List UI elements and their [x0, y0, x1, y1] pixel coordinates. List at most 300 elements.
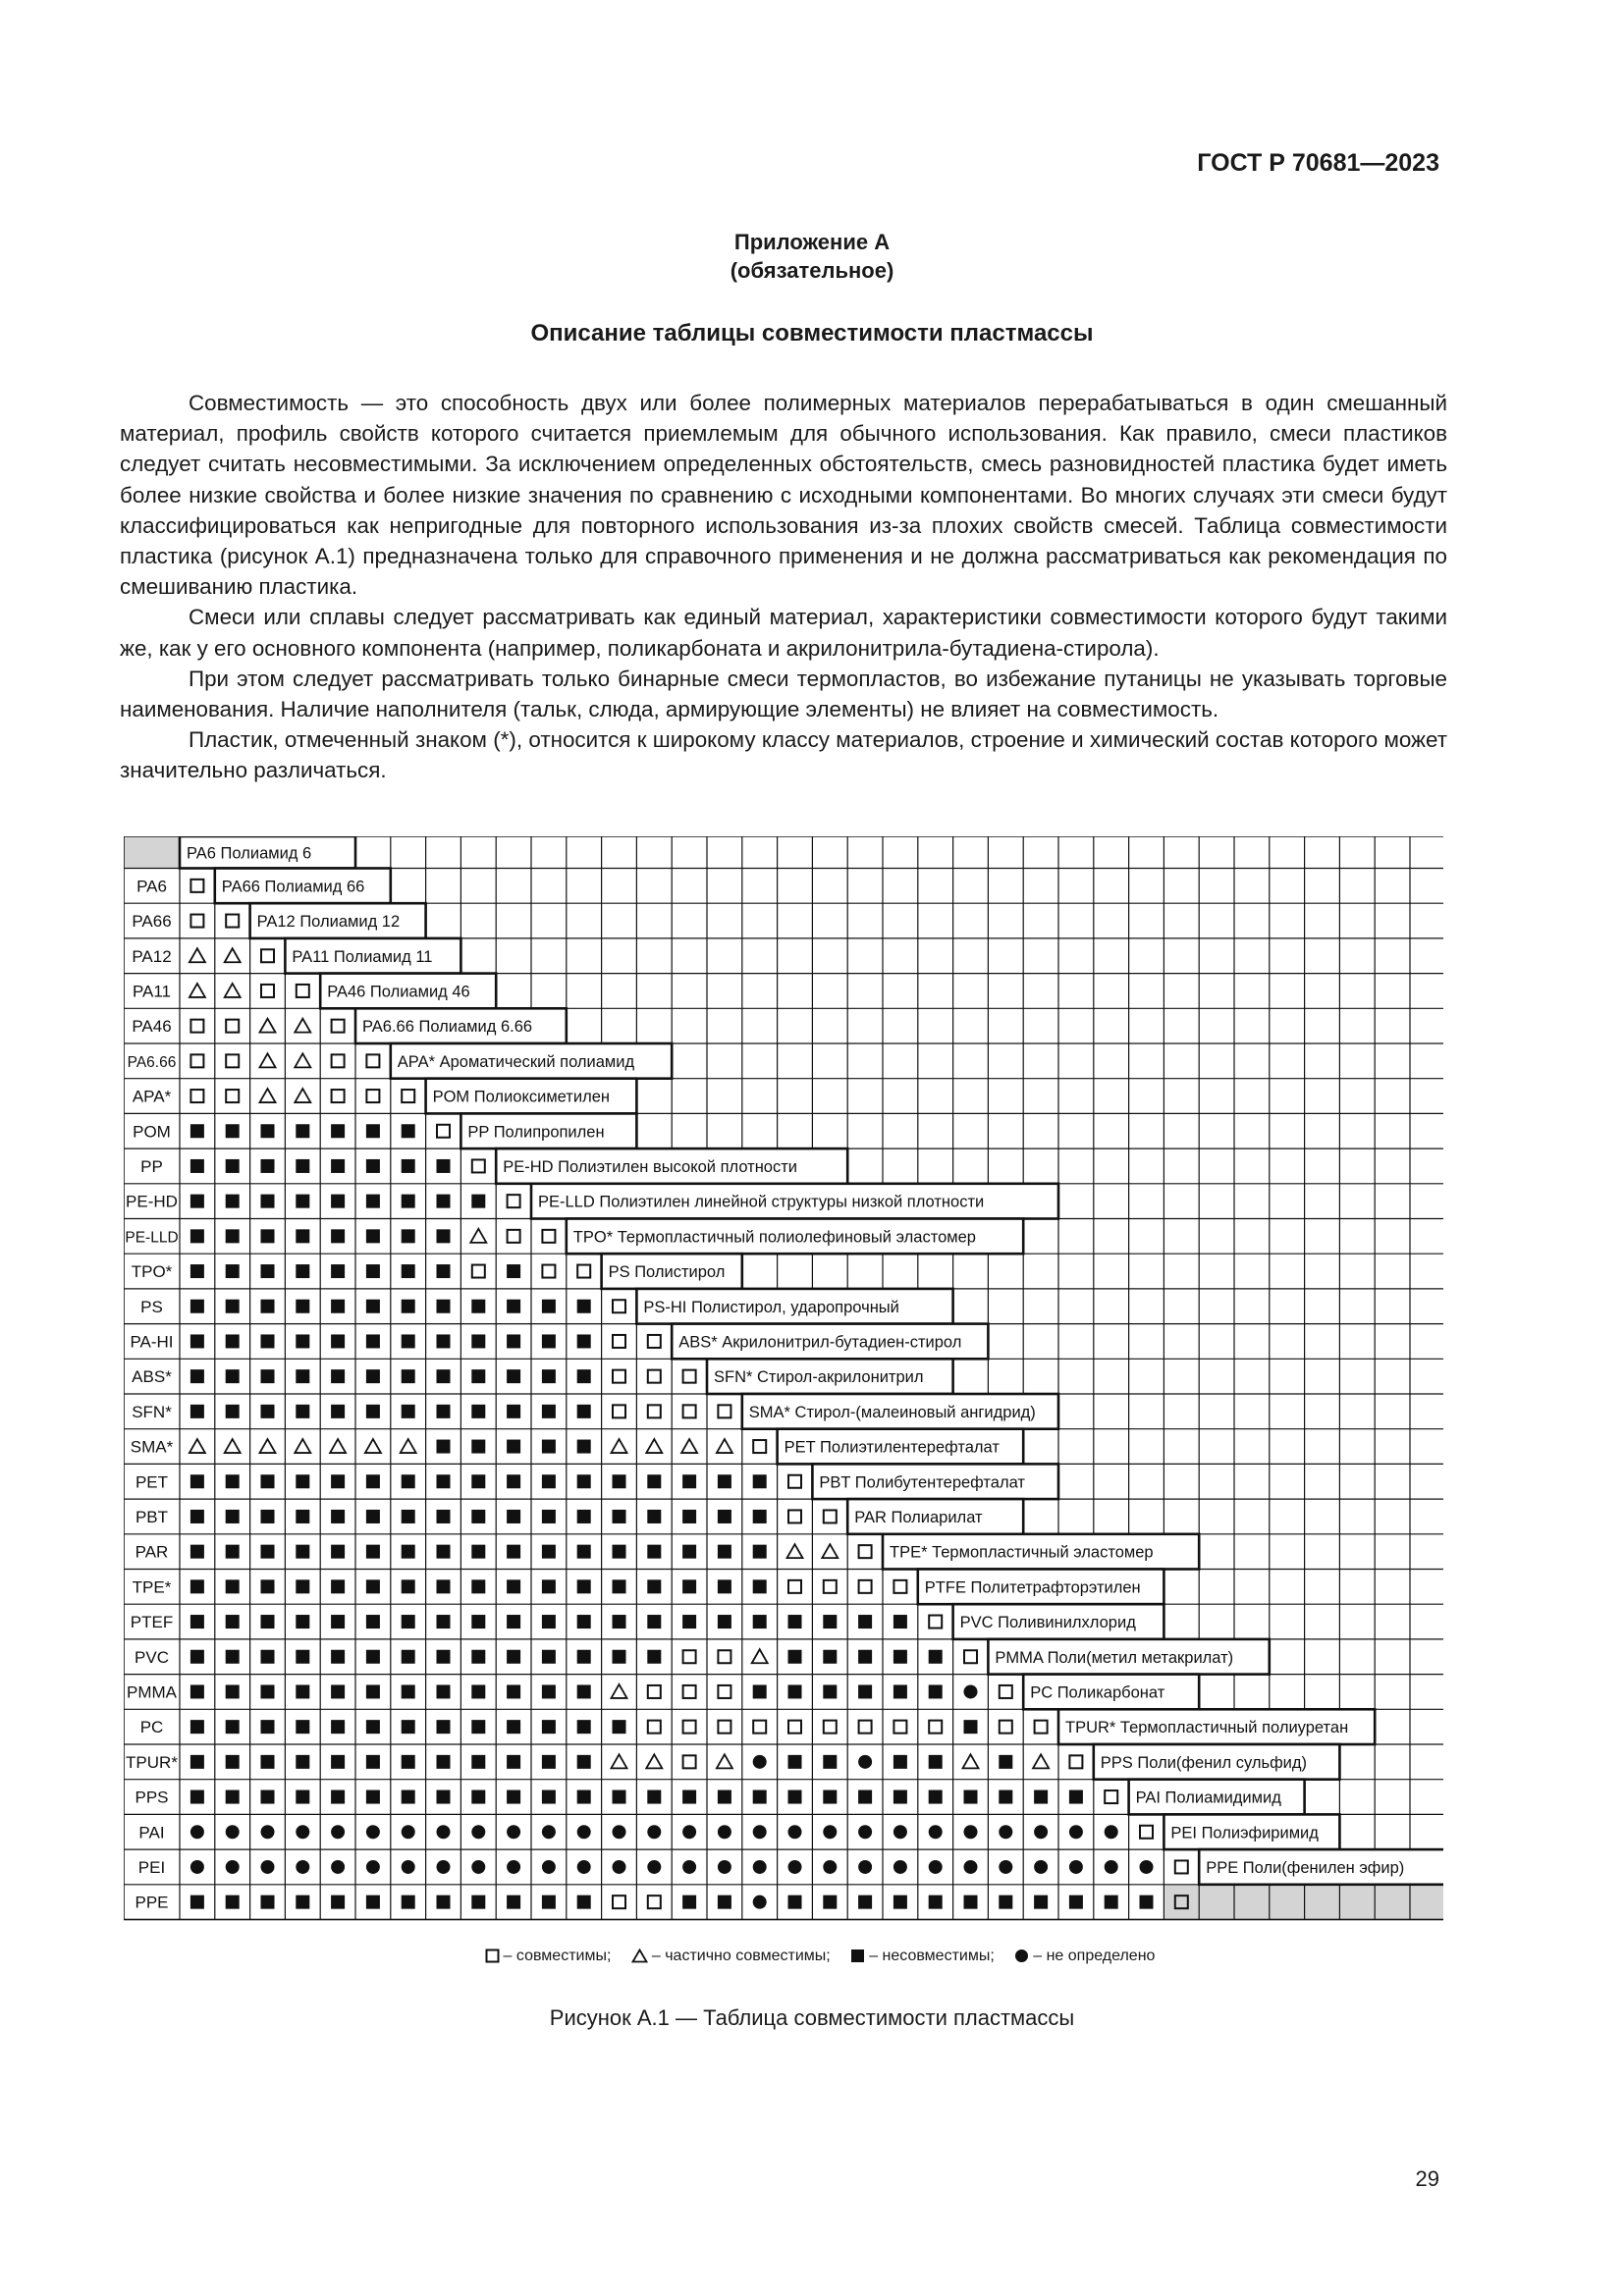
incompatible-symbol	[577, 1579, 591, 1593]
compatible-symbol	[929, 1616, 942, 1629]
row-label: PA46	[132, 1017, 172, 1037]
incompatible-symbol	[788, 1684, 802, 1698]
partial-symbol	[646, 1754, 662, 1768]
incompatible-symbol	[331, 1545, 345, 1559]
incompatible-symbol	[823, 1790, 837, 1804]
incompatible-symbol	[823, 1650, 837, 1664]
incompatible-symbol	[331, 1896, 345, 1909]
incompatible-symbol	[893, 1790, 907, 1804]
incompatible-symbol	[471, 1300, 485, 1313]
incompatible-symbol	[471, 1615, 485, 1629]
partial-symbol	[612, 1684, 627, 1698]
incompatible-symbol	[577, 1545, 591, 1559]
compatible-symbol	[859, 1545, 872, 1558]
incompatible-symbol	[507, 1720, 520, 1734]
compatible-symbol	[859, 1721, 872, 1734]
compatible-symbol	[683, 1685, 696, 1698]
incompatible-symbol	[858, 1896, 872, 1909]
incompatible-symbol	[893, 1684, 907, 1698]
row-label: PPS	[135, 1788, 169, 1807]
undefined-symbol	[190, 1825, 204, 1839]
incompatible-symbol	[296, 1334, 309, 1348]
body-text	[120, 388, 1447, 786]
incompatible-symbol	[471, 1405, 485, 1418]
compatible-symbol	[753, 1440, 766, 1453]
incompatible-symbol	[437, 1896, 451, 1909]
incompatible-symbol	[366, 1650, 380, 1664]
undefined-symbol	[753, 1860, 767, 1874]
compatible-symbol	[577, 1265, 590, 1278]
undefined-symbol	[1069, 1825, 1083, 1839]
incompatible-symbol	[190, 1264, 204, 1278]
undefined-symbol	[577, 1860, 591, 1874]
incompatible-symbol	[402, 1195, 415, 1208]
partial-symbol	[1033, 1754, 1049, 1768]
incompatible-symbol	[402, 1755, 415, 1769]
row-label: PPE	[135, 1893, 169, 1912]
incompatible-symbol	[226, 1474, 240, 1488]
paragraph: Пластик, отмеченный знаком (*), относится к широкому классу материалов, строение и химический состав которого может значительно различаться.	[120, 727, 1447, 783]
compatible-symbol	[648, 1405, 661, 1417]
annex-title-block	[0, 228, 1624, 285]
undefined-symbol	[788, 1825, 802, 1839]
incompatible-symbol	[296, 1474, 309, 1488]
incompatible-symbol	[507, 1579, 520, 1593]
incompatible-symbol	[647, 1615, 661, 1629]
undefined-symbol	[226, 1825, 240, 1839]
incompatible-symbol	[261, 1369, 275, 1383]
undefined-symbol	[823, 1825, 837, 1839]
column-title: PS Полистирол	[608, 1263, 726, 1282]
incompatible-symbol	[718, 1474, 731, 1488]
column-title: PPE Поли(фенилен эфир)	[1206, 1858, 1405, 1877]
incompatible-symbol	[296, 1405, 309, 1418]
incompatible-symbol	[296, 1615, 309, 1629]
compatible-symbol	[648, 1721, 661, 1734]
incompatible-symbol	[226, 1720, 240, 1734]
row-label: PA6.66	[127, 1053, 177, 1071]
undefined-symbol	[753, 1825, 767, 1839]
partial-symbol	[260, 1089, 276, 1102]
incompatible-symbol	[190, 1300, 204, 1313]
incompatible-symbol	[507, 1650, 520, 1664]
row-label: PA12	[132, 946, 172, 966]
incompatible-symbol	[893, 1755, 907, 1769]
incompatible-symbol	[190, 1720, 204, 1734]
row-label: PA11	[132, 982, 172, 1001]
compatible-symbol	[472, 1159, 485, 1172]
incompatible-symbol	[542, 1440, 556, 1454]
incompatible-symbol	[577, 1896, 591, 1909]
incompatible-symbol	[190, 1615, 204, 1629]
incompatible-symbol	[402, 1545, 415, 1559]
incompatible-symbol	[226, 1545, 240, 1559]
undefined-symbol	[929, 1860, 943, 1874]
compatible-symbol	[683, 1370, 696, 1383]
incompatible-symbol	[577, 1405, 591, 1418]
incompatible-symbol	[190, 1334, 204, 1348]
incompatible-symbol	[366, 1195, 380, 1208]
incompatible-symbol	[331, 1405, 345, 1418]
row-label: PP	[140, 1156, 163, 1176]
incompatible-symbol	[296, 1124, 309, 1138]
incompatible-symbol	[1105, 1896, 1118, 1909]
compatible-symbol	[893, 1721, 906, 1734]
compatible-symbol	[893, 1580, 906, 1593]
incompatible-symbol	[718, 1579, 731, 1593]
incompatible-symbol	[542, 1300, 556, 1313]
incompatible-symbol	[190, 1474, 204, 1488]
undefined-symbol-icon	[1014, 1949, 1029, 1963]
incompatible-symbol	[366, 1264, 380, 1278]
compatible-symbol	[718, 1650, 731, 1663]
incompatible-symbol	[261, 1300, 275, 1313]
incompatible-symbol	[1034, 1896, 1048, 1909]
incompatible-symbol	[331, 1510, 345, 1523]
partial-symbol	[295, 1053, 310, 1067]
row-label: PA-HI	[130, 1332, 174, 1352]
incompatible-symbol	[542, 1650, 556, 1664]
incompatible-symbol	[613, 1615, 626, 1629]
incompatible-symbol	[402, 1650, 415, 1664]
compatible-symbol	[964, 1650, 977, 1663]
partial-symbol-icon	[631, 1949, 648, 1963]
partial-symbol	[963, 1754, 979, 1768]
compatible-symbol	[366, 1090, 379, 1102]
undefined-symbol	[261, 1860, 275, 1874]
incompatible-symbol	[296, 1369, 309, 1383]
undefined-symbol	[296, 1860, 309, 1874]
incompatible-symbol	[471, 1195, 485, 1208]
undefined-symbol	[858, 1755, 872, 1769]
incompatible-symbol	[190, 1405, 204, 1418]
incompatible-symbol	[647, 1650, 661, 1664]
annex-title: Приложение А	[733, 230, 891, 254]
incompatible-symbol	[507, 1300, 520, 1313]
incompatible-symbol	[507, 1790, 520, 1804]
incompatible-symbol	[402, 1229, 415, 1243]
incompatible-symbol	[542, 1615, 556, 1629]
incompatible-symbol	[331, 1369, 345, 1383]
incompatible-symbol	[471, 1790, 485, 1804]
standard-number: ГОСТ Р 70681—2023	[1197, 149, 1439, 177]
incompatible-symbol	[613, 1720, 626, 1734]
compatible-symbol	[788, 1580, 801, 1593]
incompatible-symbol	[471, 1896, 485, 1909]
undefined-symbol	[964, 1825, 978, 1839]
incompatible-symbol	[1034, 1790, 1048, 1804]
incompatible-symbol	[437, 1334, 451, 1348]
undefined-symbol	[331, 1825, 345, 1839]
compatible-symbol	[226, 1090, 239, 1102]
incompatible-symbol	[261, 1405, 275, 1418]
incompatible-symbol	[296, 1650, 309, 1664]
incompatible-symbol	[507, 1896, 520, 1909]
column-title: PMMA Поли(метил метакрилат)	[995, 1648, 1234, 1667]
incompatible-symbol	[577, 1474, 591, 1488]
undefined-symbol	[753, 1896, 767, 1909]
incompatible-symbol	[577, 1684, 591, 1698]
column-title: PP Полипропилен	[467, 1123, 605, 1142]
incompatible-symbol	[402, 1615, 415, 1629]
partial-symbol	[401, 1439, 416, 1453]
incompatible-symbol	[542, 1405, 556, 1418]
incompatible-symbol	[261, 1790, 275, 1804]
incompatible-symbol	[331, 1650, 345, 1664]
undefined-symbol	[190, 1860, 204, 1874]
undefined-symbol	[402, 1825, 415, 1839]
row-label: PAR	[135, 1542, 169, 1562]
row-label: SFN*	[132, 1402, 172, 1421]
partial-symbol	[717, 1754, 732, 1768]
incompatible-symbol	[437, 1545, 451, 1559]
partial-symbol	[612, 1754, 627, 1768]
undefined-symbol	[366, 1825, 380, 1839]
incompatible-symbol	[507, 1474, 520, 1488]
incompatible-symbol	[296, 1195, 309, 1208]
incompatible-symbol	[261, 1124, 275, 1138]
compatible-symbol	[297, 985, 309, 997]
incompatible-symbol	[366, 1510, 380, 1523]
compatible-symbol	[613, 1335, 625, 1348]
row-label: TPO*	[131, 1262, 173, 1282]
row-label: PVC	[135, 1647, 169, 1667]
compatible-symbol	[683, 1755, 696, 1768]
incompatible-symbol	[261, 1229, 275, 1243]
compatible-symbol	[542, 1265, 555, 1278]
incompatible-symbol	[858, 1684, 872, 1698]
incompatible-symbol	[577, 1440, 591, 1454]
incompatible-symbol	[331, 1264, 345, 1278]
column-title: PA66 Полиамид 66	[221, 878, 365, 896]
undefined-symbol	[331, 1860, 345, 1874]
incompatible-symbol	[577, 1615, 591, 1629]
column-title: PTFE Политетрафторэтилен	[924, 1578, 1141, 1597]
incompatible-symbol	[402, 1264, 415, 1278]
incompatible-symbol	[331, 1159, 345, 1173]
incompatible-symbol	[226, 1755, 240, 1769]
compatible-symbol	[648, 1685, 661, 1698]
incompatible-symbol	[261, 1159, 275, 1173]
incompatible-symbol	[437, 1300, 451, 1313]
incompatible-symbol	[471, 1510, 485, 1523]
column-title: PBT Полибутентерефталат	[819, 1473, 1025, 1492]
partial-symbol	[189, 1439, 205, 1453]
incompatible-symbol	[402, 1684, 415, 1698]
incompatible-symbol	[296, 1545, 309, 1559]
incompatible-symbol	[402, 1124, 415, 1138]
partial-symbol	[646, 1439, 662, 1453]
row-label: SMA*	[130, 1437, 174, 1457]
partial-symbol	[612, 1439, 627, 1453]
incompatible-symbol	[753, 1615, 767, 1629]
incompatible-symbol	[682, 1615, 696, 1629]
incompatible-symbol	[471, 1474, 485, 1488]
undefined-symbol	[261, 1825, 275, 1839]
incompatible-symbol	[858, 1650, 872, 1664]
incompatible-symbol	[366, 1405, 380, 1418]
partial-symbol	[260, 1053, 276, 1067]
column-title: PC Поликарбонат	[1030, 1683, 1165, 1702]
incompatible-symbol	[366, 1720, 380, 1734]
compatible-symbol	[472, 1265, 485, 1278]
undefined-symbol	[471, 1825, 485, 1839]
incompatible-symbol	[190, 1510, 204, 1523]
compatible-symbol	[613, 1300, 625, 1312]
undefined-symbol	[788, 1860, 802, 1874]
incompatible-symbol	[226, 1790, 240, 1804]
incompatible-symbol	[753, 1790, 767, 1804]
incompatible-symbol	[226, 1650, 240, 1664]
incompatible-symbol	[366, 1334, 380, 1348]
compatible-symbol	[1140, 1826, 1153, 1839]
incompatible-symbol	[823, 1755, 837, 1769]
incompatible-symbol	[964, 1896, 978, 1909]
partial-symbol	[225, 948, 241, 962]
incompatible-symbol	[366, 1369, 380, 1383]
compatible-symbol	[824, 1721, 837, 1734]
incompatible-symbol	[788, 1615, 802, 1629]
incompatible-symbol	[471, 1684, 485, 1698]
row-label: PA6	[136, 877, 167, 896]
incompatible-symbol	[682, 1510, 696, 1523]
incompatible-symbol	[542, 1579, 556, 1593]
incompatible-symbol	[823, 1896, 837, 1909]
incompatible-symbol	[261, 1474, 275, 1488]
incompatible-symbol	[402, 1579, 415, 1593]
undefined-symbol	[1034, 1825, 1048, 1839]
incompatible-symbol	[331, 1790, 345, 1804]
compatible-symbol	[718, 1405, 731, 1417]
incompatible-symbol	[647, 1790, 661, 1804]
incompatible-symbol	[542, 1790, 556, 1804]
incompatible-symbol	[190, 1229, 204, 1243]
incompatible-symbol	[226, 1264, 240, 1278]
incompatible-symbol	[402, 1474, 415, 1488]
compatible-symbol	[402, 1090, 414, 1102]
incompatible-symbol	[190, 1545, 204, 1559]
compatible-symbol	[190, 915, 203, 928]
row-label: PS	[140, 1297, 163, 1316]
incompatible-symbol	[718, 1545, 731, 1559]
incompatible-symbol	[542, 1755, 556, 1769]
incompatible-symbol	[893, 1650, 907, 1664]
undefined-symbol	[507, 1860, 520, 1874]
incompatible-symbol	[437, 1755, 451, 1769]
incompatible-symbol	[437, 1264, 451, 1278]
incompatible-symbol	[753, 1510, 767, 1523]
incompatible-symbol	[226, 1334, 240, 1348]
partial-symbol	[681, 1439, 697, 1453]
compatible-symbol	[366, 1054, 379, 1067]
incompatible-symbol	[471, 1440, 485, 1454]
incompatible-symbol	[366, 1790, 380, 1804]
undefined-symbol	[682, 1860, 696, 1874]
column-title: TPUR* Термопластичный полиуретан	[1065, 1719, 1349, 1737]
incompatible-symbol	[261, 1545, 275, 1559]
incompatible-symbol	[296, 1264, 309, 1278]
incompatible-symbol	[507, 1684, 520, 1698]
compatible-symbol	[718, 1721, 731, 1734]
incompatible-symbol	[331, 1615, 345, 1629]
row-label: PA66	[132, 912, 172, 932]
compatible-symbol	[190, 1020, 203, 1033]
undefined-symbol	[964, 1860, 978, 1874]
incompatible-symbol	[226, 1300, 240, 1313]
row-label: PE-LLD	[125, 1229, 179, 1247]
incompatible-symbol	[261, 1896, 275, 1909]
incompatible-symbol	[366, 1159, 380, 1173]
figure-caption: Рисунок А.1 — Таблица совместимости пластмассы	[549, 2005, 1075, 2030]
incompatible-symbol	[190, 1579, 204, 1593]
incompatible-symbol	[471, 1720, 485, 1734]
row-label: PBT	[135, 1507, 169, 1526]
compatible-symbol-icon	[485, 1949, 500, 1963]
incompatible-symbol	[366, 1615, 380, 1629]
incompatible-symbol	[542, 1684, 556, 1698]
paragraph: Смеси или сплавы следует рассматривать как единый материал, характеристики совместимости которого будут такими же, как у его основного компонента (например, поликарбоната и акрилонитрила-бутадиена-стирола).	[120, 605, 1447, 661]
incompatible-symbol	[402, 1790, 415, 1804]
column-title: TPE* Термопластичный эластомер	[890, 1543, 1154, 1562]
partial-symbol	[330, 1439, 346, 1453]
undefined-symbol	[613, 1860, 626, 1874]
column-title: PVC Поливинилхлорид	[959, 1614, 1136, 1632]
incompatible-symbol	[331, 1229, 345, 1243]
row-label: PTEF	[130, 1613, 174, 1632]
compatible-symbol	[683, 1650, 696, 1663]
compatible-symbol	[332, 1020, 345, 1033]
incompatible-symbol	[613, 1790, 626, 1804]
row-label: PET	[135, 1472, 169, 1492]
row-label: PC	[139, 1718, 164, 1737]
undefined-symbol	[929, 1825, 943, 1839]
incompatible-symbol	[647, 1510, 661, 1523]
incompatible-symbol	[190, 1790, 204, 1804]
incompatible-symbol	[964, 1790, 978, 1804]
incompatible-symbol	[366, 1300, 380, 1313]
compatible-symbol	[1035, 1721, 1048, 1734]
incompatible-symbol	[261, 1195, 275, 1208]
incompatible-symbol	[190, 1755, 204, 1769]
compatible-symbol	[613, 1405, 625, 1417]
row-label: PAI	[138, 1823, 165, 1842]
incompatible-symbol	[437, 1615, 451, 1629]
compatible-symbol	[261, 949, 274, 962]
incompatible-symbol	[296, 1300, 309, 1313]
incompatible-symbol	[226, 1124, 240, 1138]
incompatible-symbol	[296, 1790, 309, 1804]
incompatible-symbol	[437, 1684, 451, 1698]
partial-symbol	[189, 984, 205, 997]
compatible-symbol	[683, 1721, 696, 1734]
incompatible-symbol	[471, 1579, 485, 1593]
incompatible-symbol	[366, 1124, 380, 1138]
incompatible-symbol	[261, 1579, 275, 1593]
incompatible-symbol	[296, 1755, 309, 1769]
undefined-symbol	[542, 1825, 556, 1839]
row-label: TPUR*	[126, 1752, 178, 1772]
compatible-symbol	[332, 1090, 345, 1102]
undefined-symbol	[366, 1860, 380, 1874]
incompatible-symbol	[471, 1369, 485, 1383]
incompatible-symbol	[647, 1545, 661, 1559]
incompatible-symbol	[366, 1229, 380, 1243]
incompatible-symbol	[226, 1229, 240, 1243]
incompatible-symbol	[296, 1896, 309, 1909]
incompatible-symbol	[402, 1159, 415, 1173]
incompatible-symbol	[331, 1579, 345, 1593]
compatible-symbol	[332, 1054, 345, 1067]
